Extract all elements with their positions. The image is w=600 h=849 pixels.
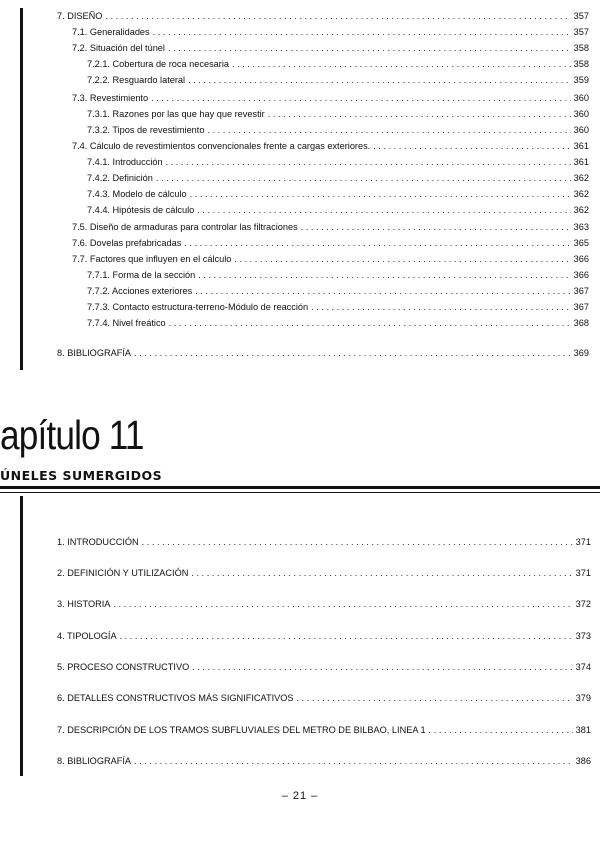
toc-entry-page: 367 bbox=[573, 286, 589, 296]
toc-entry-page: 369 bbox=[573, 348, 589, 358]
toc-entry-label: 7.1. Generalidades bbox=[72, 27, 150, 37]
toc-entry bbox=[57, 661, 591, 673]
toc-entry-page: 379 bbox=[575, 693, 591, 703]
toc-entry-label: 7.3. Revestimiento bbox=[72, 93, 149, 103]
toc-entry-label: 3. HISTORIA bbox=[57, 599, 111, 609]
toc-entry-label: 7.6. Dovelas prefabricadas bbox=[72, 238, 182, 248]
left-margin-bar-top bbox=[20, 8, 23, 370]
toc-entry-label: 8. BIBLIOGRAFÍA bbox=[57, 756, 132, 766]
toc-entry-page: 358 bbox=[573, 43, 589, 53]
chapter-title: apítulo 11 bbox=[0, 412, 144, 458]
toc-entry-page: 362 bbox=[573, 205, 589, 215]
toc-entry-label: 8. BIBLIOGRAFÍA bbox=[57, 348, 132, 358]
toc-entry-page: 373 bbox=[575, 631, 591, 641]
toc-entry-label: 7.4.2. Definición bbox=[87, 173, 153, 183]
toc-entry bbox=[87, 58, 589, 70]
left-margin-bar-bottom bbox=[20, 496, 23, 776]
toc-entry bbox=[57, 630, 591, 642]
chapter-rule-thin bbox=[0, 492, 600, 493]
toc-entry bbox=[87, 301, 589, 313]
toc-entry-label: 5. PROCESO CONSTRUCTIVO bbox=[57, 662, 190, 672]
toc-entry-label: 7.7.3. Contacto estructura-terreno-Módulo de reacción bbox=[87, 302, 309, 312]
toc-entry bbox=[87, 74, 589, 86]
toc-entry bbox=[87, 108, 589, 120]
toc-entry-label: 7.7. Factores que influyen en el cálculo bbox=[72, 254, 232, 264]
toc-entry bbox=[87, 172, 589, 184]
toc-entry-label: 7.2. Situación del túnel bbox=[72, 43, 165, 53]
toc-entry bbox=[72, 140, 589, 152]
toc-entry bbox=[72, 92, 589, 104]
toc-entry-page: 365 bbox=[573, 238, 589, 248]
toc-entry bbox=[87, 188, 589, 200]
toc-entry-page: 372 bbox=[575, 599, 591, 609]
chapter-subtitle: ÚNELES SUMERGIDOS bbox=[0, 468, 163, 483]
toc-entry bbox=[57, 724, 591, 736]
toc-entry-label: 7.7.2. Acciones exteriores bbox=[87, 286, 193, 296]
toc-entry-label: 7.4.4. Hipótesis de cálculo bbox=[87, 205, 195, 215]
toc-entry-label: 7.4.3. Modelo de cálculo bbox=[87, 189, 187, 199]
toc-entry bbox=[72, 26, 589, 38]
toc-entry bbox=[87, 124, 589, 136]
toc-entry bbox=[57, 692, 591, 704]
toc-entry bbox=[57, 598, 591, 610]
toc-entry-page: 386 bbox=[575, 756, 591, 766]
toc-entry-page: 360 bbox=[573, 93, 589, 103]
toc-entry-label: 1. INTRODUCCIÓN bbox=[57, 537, 139, 547]
toc-entry-page: 362 bbox=[573, 173, 589, 183]
toc-entry-label: 7. DESCRIPCIÓN DE LOS TRAMOS SUBFLUVIALES DEL METRO DE BILBAO, LINEA 1 . bbox=[57, 725, 431, 735]
toc-entry-label: 7.3.2. Tipos de revestimiento bbox=[87, 125, 205, 135]
toc-entry bbox=[72, 42, 589, 54]
toc-entry-page: 374 bbox=[575, 662, 591, 672]
toc-entry-label: 4. TIPOLOGÍA bbox=[57, 631, 117, 641]
toc-entry-label: 7.2.2. Resguardo lateral bbox=[87, 75, 186, 85]
toc-entry bbox=[57, 347, 589, 359]
toc-entry-label: 7.4. Cálculo de revestimientos convencionales frente a cargas exteriores. bbox=[72, 141, 371, 151]
toc-entry bbox=[72, 221, 589, 233]
toc-entry bbox=[57, 10, 589, 22]
toc-entry bbox=[87, 317, 589, 329]
toc-entry-page: 360 bbox=[573, 109, 589, 119]
toc-entry bbox=[57, 536, 591, 548]
toc-entry bbox=[57, 567, 591, 579]
toc-entry bbox=[87, 156, 589, 168]
toc-entry-label: 7.3.1. Razones por las que hay que revestir bbox=[87, 109, 265, 119]
toc-entry-label: 2. DEFINICIÓN Y UTILIZACIÓN bbox=[57, 568, 189, 578]
toc-entry-page: 366 bbox=[573, 270, 589, 280]
toc-entry-page: 371 bbox=[575, 568, 591, 578]
toc-entry bbox=[72, 237, 589, 249]
toc-entry-page: 366 bbox=[573, 254, 589, 264]
toc-entry-page: 362 bbox=[573, 189, 589, 199]
page-number: – 21 – bbox=[281, 790, 319, 802]
toc-entry-label: 7.5. Diseño de armaduras para controlar las filtraciones bbox=[72, 222, 298, 232]
toc-entry bbox=[72, 253, 589, 265]
toc-entry-page: 358 bbox=[573, 59, 589, 69]
toc-entry-page: 357 bbox=[573, 27, 589, 37]
toc-entry-label: 7.2.1. Cobertura de roca necesaria bbox=[87, 59, 229, 69]
toc-entry-page: 357 bbox=[573, 11, 589, 21]
toc-entry-page: 367 bbox=[573, 302, 589, 312]
toc-entry-page: 361 bbox=[573, 141, 589, 151]
chapter-rule-thick bbox=[0, 486, 600, 489]
toc-entry bbox=[87, 269, 589, 281]
toc-entry-label: 6. DETALLES CONSTRUCTIVOS MÁS SIGNIFICATIVOS bbox=[57, 693, 294, 703]
toc-entry-page: 360 bbox=[573, 125, 589, 135]
toc-entry-page: 371 bbox=[575, 537, 591, 547]
toc-entry-page: 359 bbox=[573, 75, 589, 85]
toc-entry-label: 7.4.1. Introducción bbox=[87, 157, 163, 167]
toc-entry-label: 7. DISEÑO bbox=[57, 11, 103, 21]
toc-entry-page: 361 bbox=[573, 157, 589, 167]
toc-entry-page: 363 bbox=[573, 222, 589, 232]
toc-entry-label: 7.7.1. Forma de la sección bbox=[87, 270, 196, 280]
toc-entry-page: 381 bbox=[575, 725, 591, 735]
toc-entry bbox=[57, 755, 591, 767]
toc-entry bbox=[87, 285, 589, 297]
toc-entry-page: 368 bbox=[573, 318, 589, 328]
toc-entry bbox=[87, 204, 589, 216]
toc-entry-label: 7.7.4. Nivel freático bbox=[87, 318, 166, 328]
